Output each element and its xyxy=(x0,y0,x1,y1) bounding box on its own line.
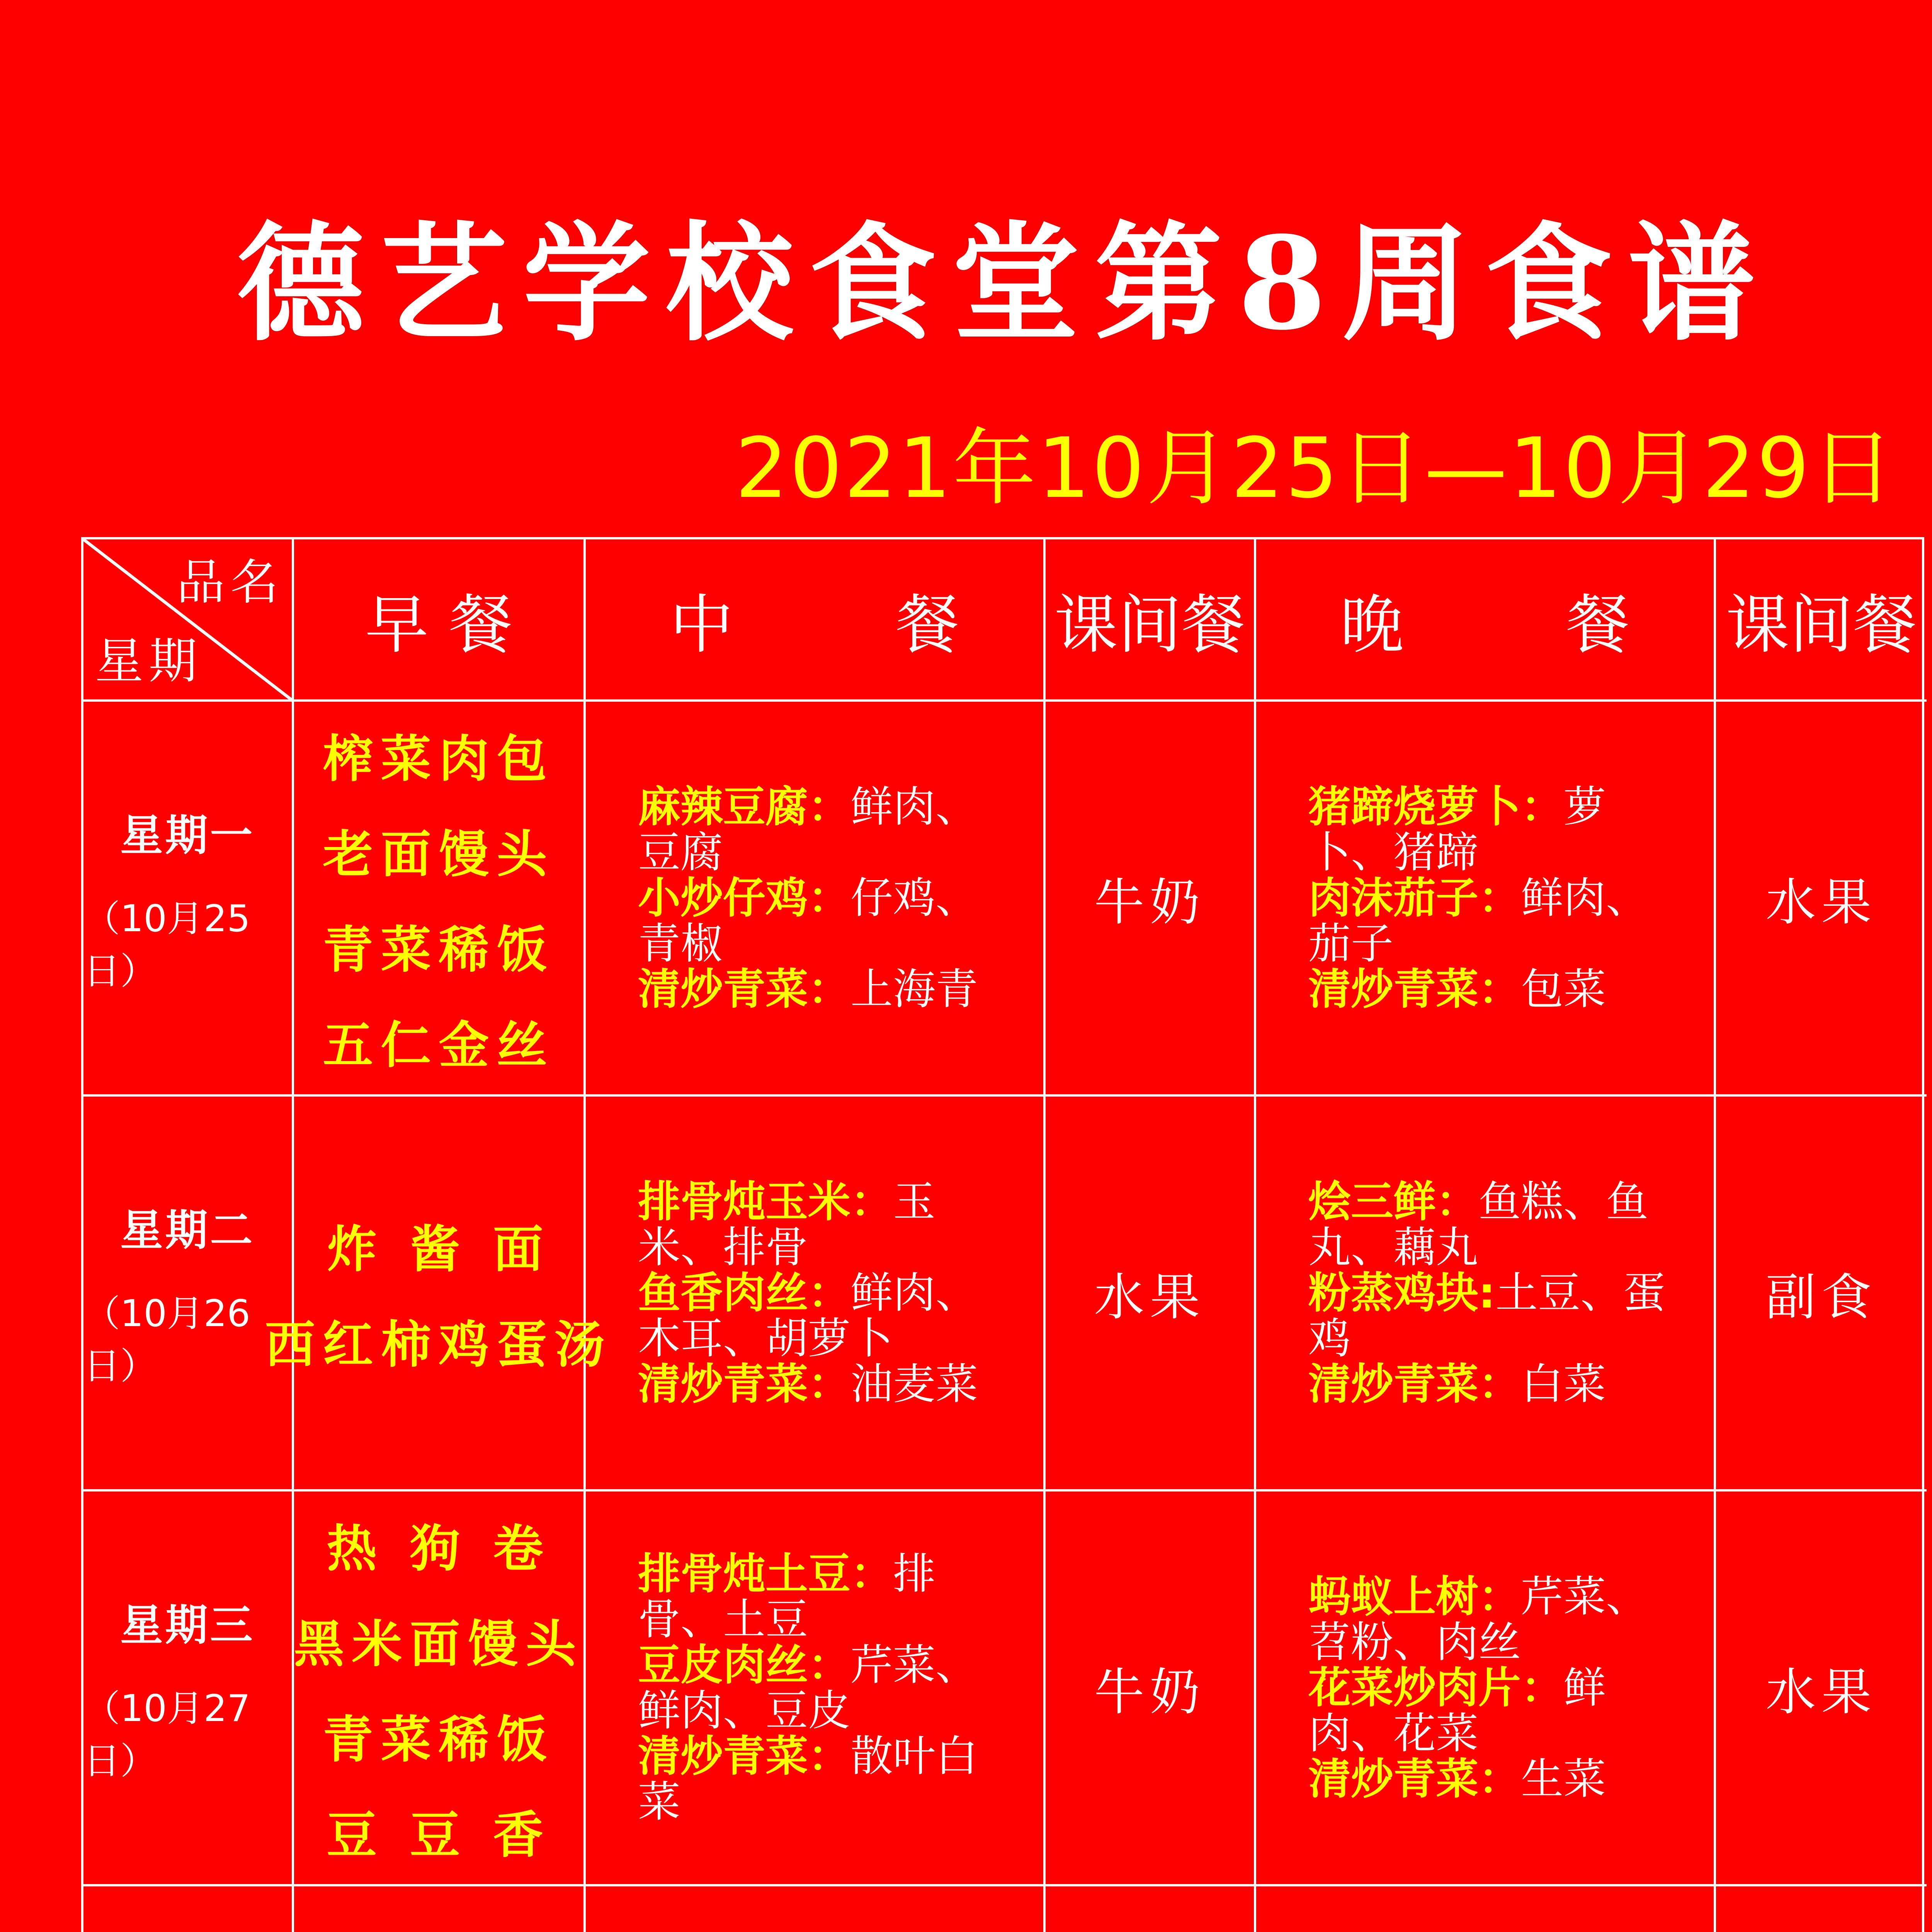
dish-name: 清炒青菜： xyxy=(1308,1754,1521,1804)
dish-name: 清炒青菜： xyxy=(1308,964,1521,1014)
lunch-cell xyxy=(586,1886,1046,1932)
snack-1-cell: 牛奶 xyxy=(1046,702,1256,1097)
breakfast-cell xyxy=(294,1886,586,1932)
dish-ingredients: 鲜肉、花菜 xyxy=(1308,1663,1606,1758)
dish-line xyxy=(1308,784,1687,875)
page-title: 德艺学校食堂第8周食谱 xyxy=(237,208,1771,358)
day-name: 星期二 xyxy=(120,1206,255,1255)
dinner-cell xyxy=(1256,1886,1716,1932)
lunch-cell xyxy=(586,1492,1046,1886)
header-dinner: 晚 餐 xyxy=(1256,539,1716,702)
breakfast-cell xyxy=(294,1492,586,1886)
lunch-cell xyxy=(586,702,1046,1097)
breakfast-item: 青菜稀饭 xyxy=(323,1710,555,1769)
dish-line xyxy=(1308,875,1687,966)
dish-line xyxy=(1308,1270,1687,1361)
dish-ingredients: 生菜 xyxy=(1521,1754,1606,1804)
dish-line xyxy=(1308,1756,1687,1802)
dish-ingredients: 土豆、蛋鸡 xyxy=(1308,1268,1665,1363)
dish-name: 粉蒸鸡块: xyxy=(1308,1268,1495,1318)
date-range: 2021年10月25日—10月29日 xyxy=(735,420,1896,517)
dish-line xyxy=(638,1642,1016,1733)
header-breakfast: 早 餐 xyxy=(294,539,586,702)
dish-line xyxy=(638,1270,1016,1361)
day-cell xyxy=(83,1492,294,1886)
dish-name: 肉沫茄子： xyxy=(1308,873,1521,923)
dish-line xyxy=(638,784,1016,875)
dish-ingredients: 上海青 xyxy=(850,964,978,1014)
dish-name: 排骨炖土豆： xyxy=(638,1549,893,1599)
dish-name: 排骨炖玉米： xyxy=(638,1177,893,1226)
corner-header-cell xyxy=(83,539,294,702)
breakfast-item: 榨菜肉包 xyxy=(323,730,555,788)
dinner-cell xyxy=(1256,702,1716,1097)
day-cell xyxy=(83,702,294,1097)
dish-name: 蚂蚁上树： xyxy=(1308,1572,1521,1621)
snack-2-cell xyxy=(1716,1886,1927,1932)
header-snack-2: 课间餐 xyxy=(1716,539,1927,702)
snack-2-cell: 副食 xyxy=(1716,1097,1927,1492)
dinner-cell xyxy=(1256,1097,1716,1492)
dish-line xyxy=(1308,1574,1687,1665)
dish-ingredients: 芹菜、苕粉、肉丝 xyxy=(1308,1572,1648,1667)
breakfast-item: 西红柿鸡蛋汤 xyxy=(265,1315,613,1374)
day-date: （10月25日） xyxy=(83,898,250,993)
dish-line xyxy=(638,1361,1016,1407)
dish-ingredients: 包菜 xyxy=(1521,964,1606,1014)
breakfast-item: 豆 豆 香 xyxy=(327,1806,551,1864)
snack-1-cell: 牛奶 xyxy=(1046,1492,1256,1886)
breakfast-cell xyxy=(294,702,586,1097)
dish-ingredients: 仔鸡、青椒 xyxy=(638,873,978,968)
dish-line xyxy=(638,1733,1016,1825)
menu-table xyxy=(81,537,1924,1932)
dish-ingredients: 排骨、土豆 xyxy=(638,1549,935,1644)
breakfast-item: 炸 酱 面 xyxy=(327,1220,551,1279)
day-cell xyxy=(83,1097,294,1492)
dish-ingredients: 鱼糕、鱼丸、藕丸 xyxy=(1308,1177,1648,1272)
dish-line xyxy=(1308,1179,1687,1270)
dish-ingredients: 鲜肉、茄子 xyxy=(1308,873,1648,968)
snack-1-cell: 水果 xyxy=(1046,1097,1256,1492)
header-day-label: 星期 xyxy=(95,633,202,689)
dish-name: 麻辣豆腐： xyxy=(638,782,850,832)
dish-line xyxy=(638,1551,1016,1642)
dish-ingredients: 鲜肉、豆腐 xyxy=(638,782,978,877)
dish-name: 小炒仔鸡： xyxy=(638,873,850,923)
dish-line xyxy=(638,966,1016,1012)
dish-ingredients: 萝卜、猪蹄 xyxy=(1308,782,1606,877)
dish-name: 豆皮肉丝： xyxy=(638,1640,850,1690)
dish-name: 烩三鲜： xyxy=(1308,1177,1478,1226)
dish-ingredients: 玉米、排骨 xyxy=(638,1177,935,1272)
dish-line xyxy=(1308,966,1687,1012)
dish-name: 清炒青菜： xyxy=(638,1359,850,1409)
header-lunch: 中 餐 xyxy=(586,539,1046,702)
day-cell xyxy=(83,1886,294,1932)
breakfast-cell xyxy=(265,1097,613,1492)
dish-name: 花菜炒肉片： xyxy=(1308,1663,1563,1713)
dish-line xyxy=(638,1179,1016,1270)
dish-ingredients: 散叶白菜 xyxy=(638,1731,978,1827)
dish-line xyxy=(638,875,1016,966)
lunch-cell xyxy=(586,1097,1046,1492)
header-snack-1: 课间餐 xyxy=(1046,539,1256,702)
dinner-cell xyxy=(1256,1492,1716,1886)
dish-ingredients: 油麦菜 xyxy=(850,1359,978,1409)
breakfast-item: 老面馒头 xyxy=(323,825,555,884)
breakfast-item: 黑米面馒头 xyxy=(294,1615,584,1673)
day-date: （10月27日） xyxy=(83,1687,250,1782)
snack-2-cell: 水果 xyxy=(1716,702,1927,1097)
dish-name: 猪蹄烧萝卜： xyxy=(1308,782,1563,832)
dish-ingredients: 白菜 xyxy=(1521,1359,1606,1409)
dish-line xyxy=(1308,1665,1687,1756)
dish-name: 鱼香肉丝： xyxy=(638,1268,850,1318)
day-date: （10月26日） xyxy=(83,1293,250,1388)
day-name: 星期一 xyxy=(120,811,255,860)
snack-2-cell: 水果 xyxy=(1716,1492,1927,1886)
dish-line xyxy=(1308,1361,1687,1407)
breakfast-item: 热 狗 卷 xyxy=(327,1519,551,1578)
breakfast-item: 青菜稀饭 xyxy=(323,920,555,979)
snack-1-cell xyxy=(1046,1886,1256,1932)
dish-name: 清炒青菜： xyxy=(638,1731,850,1781)
breakfast-item: 五仁金丝 xyxy=(323,1016,555,1075)
header-item-label: 品名 xyxy=(177,554,284,611)
dish-name: 清炒青菜： xyxy=(1308,1359,1521,1409)
day-name: 星期三 xyxy=(120,1600,255,1650)
dish-name: 清炒青菜： xyxy=(638,964,850,1014)
dish-ingredients: 鲜肉、木耳、胡萝卜 xyxy=(638,1268,978,1363)
dish-ingredients: 芹菜、鲜肉、豆皮 xyxy=(638,1640,978,1735)
